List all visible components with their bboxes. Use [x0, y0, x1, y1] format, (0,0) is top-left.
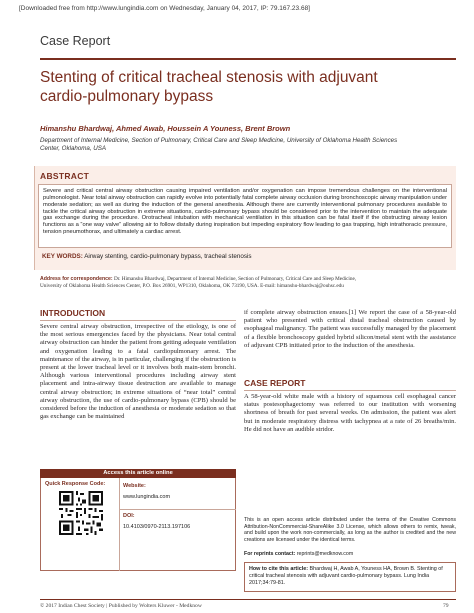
access-divider: [119, 478, 120, 571]
abstract-heading: ABSTRACT: [40, 171, 90, 181]
doi-link[interactable]: 10.4103/0970-2113.197106: [123, 524, 191, 530]
section-type: Case Report: [40, 34, 111, 48]
access-header: Access this article online: [40, 469, 236, 478]
download-note: [Downloaded free from http://www.lungindia.com on Wednesday, January 04, 2017, IP: 79.167.23.68]: [19, 5, 310, 12]
correspondence-line-1: Dr. Himanshu Bhardwaj, Department of Internal Medicine, Section of Pulmonary, Critical Care and Sleep Medicine,: [113, 276, 357, 282]
correspondence-label: Address for correspondence:: [40, 276, 113, 282]
page-number: 79: [443, 603, 449, 609]
correspondence-line-2: University of Oklahoma Health Sciences Center, P.O. Box 26901, WP1310, Oklahoma, OK 73190, USA. E-mail: himanshu-bhardwaj@ouhsc.edu: [40, 282, 344, 289]
affiliation-line-1: Department of Internal Medicine, Section of Pulmonary, Critical Care and Sleep Medicine, University of Oklahoma Health Sciences: [40, 137, 398, 144]
affiliation-line-2: Center, Oklahoma, USA: [40, 145, 107, 152]
header-rule: [40, 58, 456, 60]
access-divider: [119, 509, 236, 510]
authors: Himanshu Bhardwaj, Ahmed Awab, Houssein A Youness, Brent Brown: [40, 124, 291, 133]
reprints-label: For reprints contact:: [244, 551, 296, 557]
reprints-email[interactable]: reprints@medknow.com: [296, 551, 354, 557]
introduction-continued-text: if complete airway obstruction ensues.[1] We report the case of a 58-year-old patient who presented with critical distal tracheal obstruction caused by esophageal malignancy. The patient was successfully managed by the placement of a flexible bronchoscopy guided hybrid silicon/metal stent with the assistance of adjuvant CPB initiated prior to the induction of the anesthesia.: [244, 309, 456, 349]
case-report-text: A 58-year-old white male with a history of squamous cell esophageal cancer status postesophagectomy was referred to our institution with worsening shortness of breath for past several weeks. On admission, the patient was alert but in moderate respiratory distress with tachypnea at a rate of 26 breaths/min. He did not have an audible stridor.: [244, 393, 456, 433]
citation-text: Bhardwaj H, Awab A, Youness HA, Brown B. Stenting of critical tracheal stenosis with adjuvant cardio-pulmonary bypass. Lung India 2017;34:79-81.: [249, 566, 443, 586]
citation-box: [244, 562, 456, 592]
title-line-2: cardio-pulmonary bypass: [40, 88, 214, 105]
keywords-label: KEY WORDS:: [42, 253, 83, 260]
abstract-text: Severe and critical central airway obstruction causing impaired ventilation and/or oxygenation can impose tremendous challenges on the interventional pulmonologist. Near total airway obstruction can rapidly evolve into potentially fatal complete airway occlusion during bronchoscopic airway manipulation under moderate sedation; as well as during the induction of the general anesthesia. Although there are currently interventional pulmonary procedures available to tackle the critical airway obstruction in extreme situations, cardio-pulmonary bypass should be considered prior to the intervention to maintain the adequate gas exchange during the procedure. Orotracheal intubation with mechanical ventilation in this situation can be fatal itself if the obstructing airway lesion functions as a “one way valve” allowing air to follow distally during inspiration but impeding expiratory flow leading to gas trapping, high intrathoracic pressure, tension pneumothorax, and ultimately a cardiac arrest.: [38, 184, 452, 248]
license-text: This is an open access article distributed under the terms of the Creative Commons Attribution-NonCommercial-ShareAlike 3.0 License, which allows others to remix, tweak, and build upon the work non-commercially, as long as the author is credited and the new creations are licensed under the identical terms.: [244, 517, 456, 543]
qr-label: Quick Response Code:: [45, 481, 106, 487]
correspondence: [40, 276, 456, 289]
footer-copyright: © 2017 Indian Chest Society | Published by Wolters Kluwer - Medknow: [40, 603, 202, 609]
footer-rule: [40, 599, 456, 600]
website-link[interactable]: www.lungindia.com: [123, 494, 171, 500]
introduction-heading: INTRODUCTION: [40, 308, 236, 321]
doi-label: DOI:: [123, 513, 135, 519]
qr-code-icon: [59, 491, 103, 535]
introduction-text: Severe central airway obstruction, irrespective of the etiology, is one of the most serious emergencies faced by the physicians. Near total central airway obstruction can hinder the patient from getting adequate ventilation and oxygenation leading to a fatal cardiopulmonary arrest. The maintenance of the airway, is in particular, challenging if the obstruction is present at the lower tracheal level or it involves both main-stem bronchi. Although various interventional procedures including airway stent placement and intra-airway tissue destruction are available to manage central airway obstruction; in extreme situations of “near total” central airway obstruction, the use of cardio-pulmonary bypass (CPB) should be considered before the induction of anesthesia or moderate sedation so that gas exchange can be maintained: [40, 323, 236, 421]
keywords: [42, 253, 452, 260]
website-label: Website:: [123, 483, 146, 489]
title-line-1: Stenting of critical tracheal stenosis with adjuvant: [40, 69, 378, 86]
case-report-heading: CASE REPORT: [244, 378, 456, 391]
article-title: [40, 68, 456, 106]
keywords-text: Airway stenting, cardio-pulmonary bypass, tracheal stenosis: [84, 253, 252, 260]
reprints: [244, 551, 456, 557]
affiliation: [40, 137, 450, 153]
citation-label: How to cite this article:: [249, 566, 309, 572]
